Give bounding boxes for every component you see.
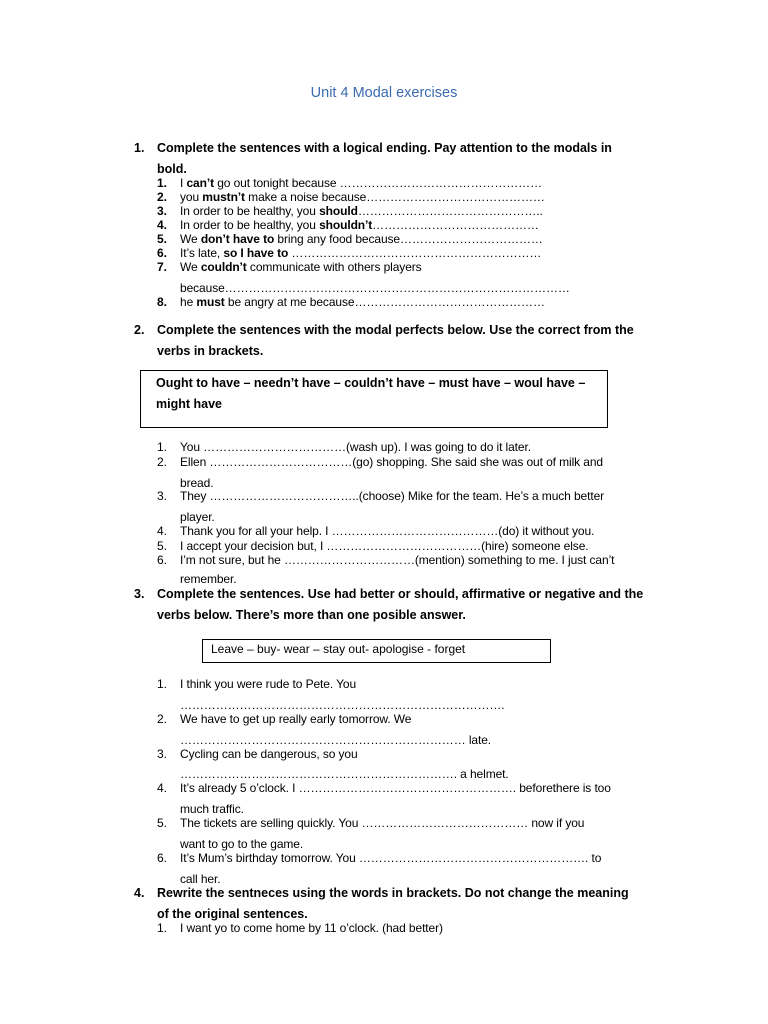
list-item: It’s Mum’s birthday tomorrow. You …………………………………………………. to — [180, 851, 602, 865]
list-item-continuation: because…………………………………………………………………………… — [180, 281, 570, 295]
section-instruction: Rewrite the sentneces using the words in brackets. Do not change the meaning — [157, 886, 629, 900]
item-number: 6. — [157, 246, 168, 260]
section-instruction: Complete the sentences. Use had better or should, affirmative or negative and the — [157, 587, 644, 601]
word-box — [140, 370, 608, 428]
list-item-continuation: remember. — [180, 572, 237, 586]
section-number: 2. — [134, 323, 145, 337]
list-item: We don’t have to bring any food because……………………………… — [180, 232, 543, 246]
section-number: 1. — [134, 141, 145, 155]
list-item: It’s late, so I have to ……………………………………………………… — [180, 246, 542, 260]
section-number: 3. — [134, 587, 145, 601]
page-title: Unit 4 Modal exercises — [310, 85, 458, 101]
item-number: 2. — [157, 190, 168, 204]
item-number: 5. — [157, 232, 168, 246]
section-instruction: Complete the sentences with a logical ending. Pay attention to the modals in — [157, 141, 612, 155]
list-item: I think you were rude to Pete. You — [180, 677, 357, 691]
list-item-continuation: ………………………………………………………………………. — [180, 698, 505, 712]
item-number: 3. — [157, 204, 168, 218]
item-number: 7. — [157, 260, 168, 274]
word-box-line: Ought to have – needn’t have – couldn’t have – must have – woul have – — [156, 376, 586, 390]
list-item-continuation: call her. — [180, 872, 221, 886]
item-number: 4. — [157, 524, 168, 538]
list-item-continuation: ……………………………………………………………. a helmet. — [180, 767, 509, 781]
section-instruction: bold. — [157, 162, 187, 176]
item-number: 1. — [157, 440, 168, 454]
list-item: They ………………………………..(choose) Mike for the team. He’s a much better — [180, 489, 605, 503]
list-item: You ………………………………(wash up). I was going to do it later. — [180, 440, 531, 454]
list-item-continuation: player. — [180, 510, 215, 524]
word-box — [202, 639, 551, 663]
list-item: Thank you for all your help. I ……………………………………(do) it without you. — [180, 524, 595, 538]
list-item: The tickets are selling quickly. You …………………………………… now if you — [180, 816, 585, 830]
word-box-line: might have — [156, 397, 222, 411]
item-number: 2. — [157, 712, 168, 726]
item-number: 3. — [157, 489, 168, 503]
item-number: 5. — [157, 816, 168, 830]
list-item-continuation: much traffic. — [180, 802, 244, 816]
section-instruction: verbs in brackets. — [157, 344, 264, 358]
list-item: In order to be healthy, you should……………………………………….. — [180, 204, 543, 218]
section-instruction: verbs below. There’s more than one posible answer. — [157, 608, 466, 622]
list-item: Cycling can be dangerous, so you — [180, 747, 358, 761]
item-number: 4. — [157, 781, 168, 795]
list-item: you mustn’t make a noise because……………………………………… — [180, 190, 545, 204]
list-item: I’m not sure, but he ……………………………(mention) something to me. I just can’t — [180, 553, 615, 567]
item-number: 6. — [157, 553, 168, 567]
list-item-continuation: want to go to the game. — [180, 837, 304, 851]
list-item: he must be angry at me because………………………………………… — [180, 295, 545, 309]
list-item: I can’t go out tonight because …………………………………………… — [180, 176, 542, 190]
item-number: 6. — [157, 851, 168, 865]
item-number: 2. — [157, 455, 168, 469]
item-number: 5. — [157, 539, 168, 553]
list-item: In order to be healthy, you shouldn’t…………………………………… — [180, 218, 539, 232]
list-item: We couldn’t communicate with others players — [180, 260, 422, 274]
list-item: It’s already 5 o’clock. I ………………………………………………. beforethere is too — [180, 781, 611, 795]
list-item-continuation: bread. — [180, 476, 214, 490]
item-number: 1. — [157, 176, 168, 190]
section-number: 4. — [134, 886, 145, 900]
list-item: Ellen ………………………………(go) shopping. She said she was out of milk and — [180, 455, 603, 469]
list-item: I want yo to come home by 11 o’clock. (had better) — [180, 921, 443, 935]
word-box-line: Leave – buy- wear – stay out- apologise - forget — [211, 642, 466, 656]
list-item-continuation: ……………………………………………………………… late. — [180, 733, 492, 747]
section-instruction: Complete the sentences with the modal perfects below. Use the correct from the — [157, 323, 634, 337]
item-number: 4. — [157, 218, 168, 232]
item-number: 1. — [157, 677, 168, 691]
item-number: 1. — [157, 921, 168, 935]
list-item: I accept your decision but, I …………………………………(hire) someone else. — [180, 539, 589, 553]
item-number: 3. — [157, 747, 168, 761]
list-item: We have to get up really early tomorrow. We — [180, 712, 412, 726]
section-instruction: of the original sentences. — [157, 907, 308, 921]
item-number: 8. — [157, 295, 168, 309]
